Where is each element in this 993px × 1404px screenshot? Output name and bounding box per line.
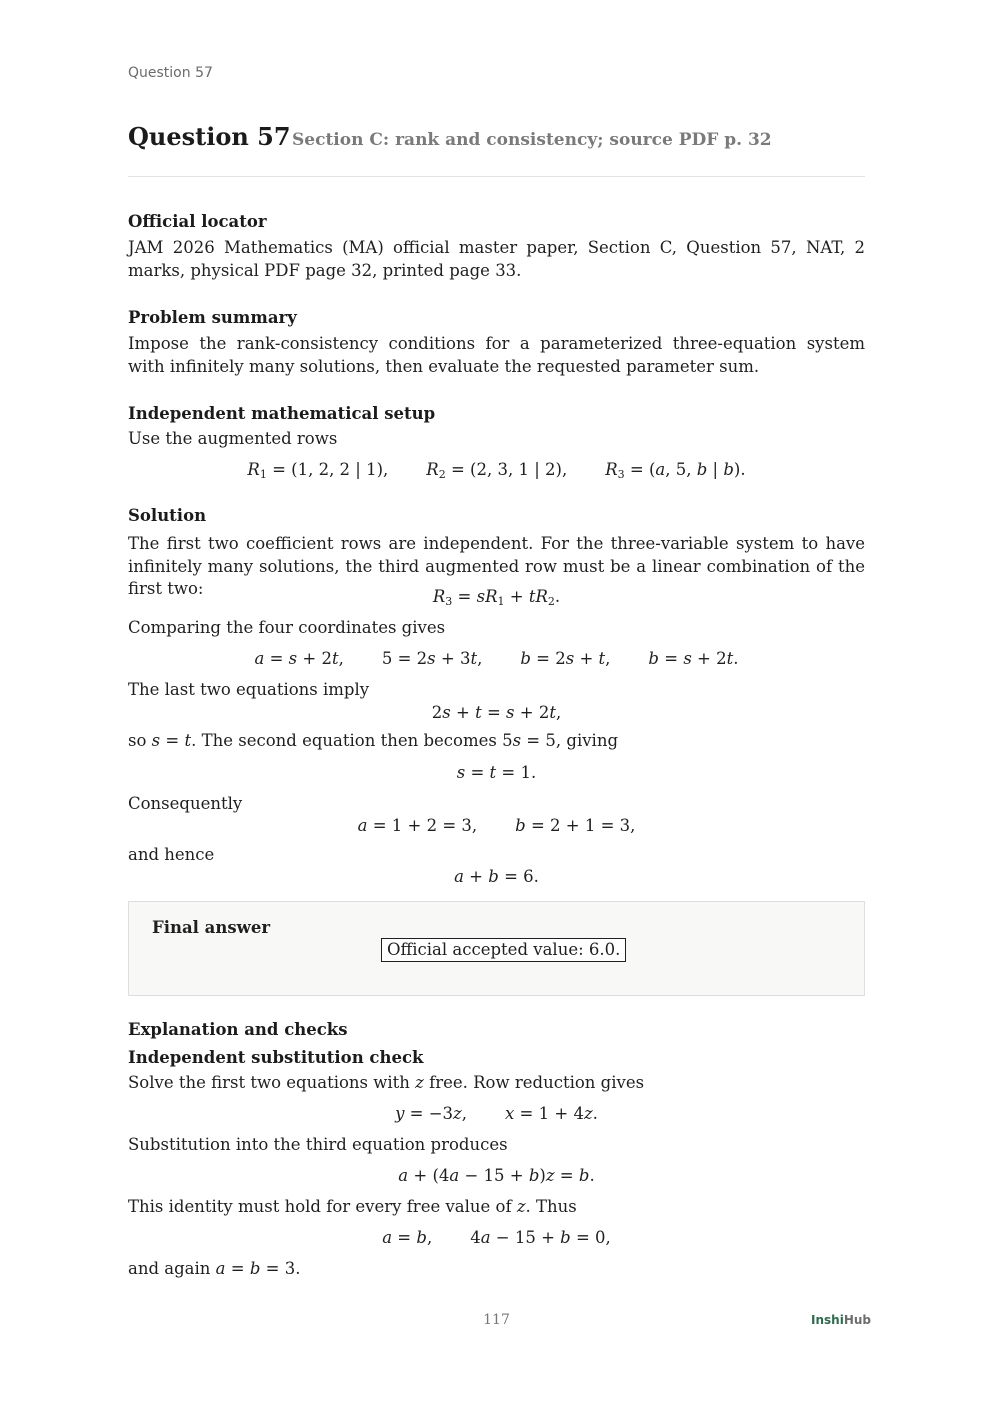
equation-last-two: 2s + t = s + 2t, (431, 703, 562, 722)
substitution-check-heading: Independent substitution check (128, 1048, 424, 1067)
equation-a-plus-b: a + b = 6. (454, 867, 539, 886)
equation-row-reduction: y = −3z, x = 1 + 4z. (395, 1104, 598, 1123)
title-divider (128, 176, 865, 177)
hence-text: and hence (128, 845, 215, 864)
solution-text: The first two coefficient rows are independent. For the three-variable system to have infinitely many solutions, the third augmented row must be a linear combination of the first two: (128, 534, 865, 598)
equation-a-b-values: a = 1 + 2 = 3, b = 2 + 1 = 3, (357, 816, 636, 835)
setup-heading: Independent mathematical setup (128, 404, 436, 423)
equation-substitution: a + (4a − 15 + b)z = b. (398, 1166, 595, 1185)
solution-heading: Solution (128, 506, 207, 525)
consequently-text: Consequently (128, 794, 243, 813)
equation-augmented-rows: $R_1 = (1$, 2, 2 | 1), $R_2 = (2$, 3, 1 | 2), $R_3 = (a$, 5, b | b). (247, 460, 746, 481)
substitution-third-text: Substitution into the third equation produces (128, 1135, 508, 1154)
running-header: Question 57 (128, 65, 213, 81)
page-number: 117 (483, 1312, 510, 1328)
summary-heading: Problem summary (128, 308, 297, 327)
summary-text: Impose the rank-consistency conditions for a parameterized three-equation system with infinitely many solutions, then evaluate the requested parameter sum. (128, 334, 865, 376)
last-two-text: The last two equations imply (128, 680, 370, 699)
equation-coordinates: a = s + 2t, 5 = 2s + 3t, b = 2s + t, b = s + 2t. (254, 649, 739, 668)
equation-identity: a = b, 4a − 15 + b = 0, (382, 1228, 611, 1247)
again-text: and again a = b = 3. (128, 1259, 301, 1278)
page-subtitle: Section C: rank and consistency; source PDF p. 32 (292, 130, 772, 150)
substitution-intro: Solve the first two equations with z free. Row reduction gives (128, 1073, 645, 1092)
equation-linear-combination: $R_3 = sR_1 + tR_2$. (432, 587, 561, 608)
final-answer-value: Official accepted value: 6.0. (381, 938, 626, 962)
locator-text: JAM 2026 Mathematics (MA) official master paper, Section C, Question 57, NAT, 2 marks, physical PDF page 32, printed page 33. (128, 238, 865, 280)
checks-heading: Explanation and checks (128, 1020, 348, 1039)
locator-heading: Official locator (128, 212, 267, 231)
identity-text: This identity must hold for every free value of z. Thus (128, 1197, 577, 1216)
page-title: Question 57 (128, 122, 291, 151)
brand-logo: InshiHub (811, 1313, 871, 1327)
comparing-text: Comparing the four coordinates gives (128, 618, 446, 637)
equation-s-t: s = t = 1. (456, 763, 537, 782)
final-answer-heading: Final answer (152, 918, 271, 937)
so-text: so s = t. The second equation then becomes 5s = 5, giving (128, 731, 619, 750)
setup-intro: Use the augmented rows (128, 429, 338, 448)
